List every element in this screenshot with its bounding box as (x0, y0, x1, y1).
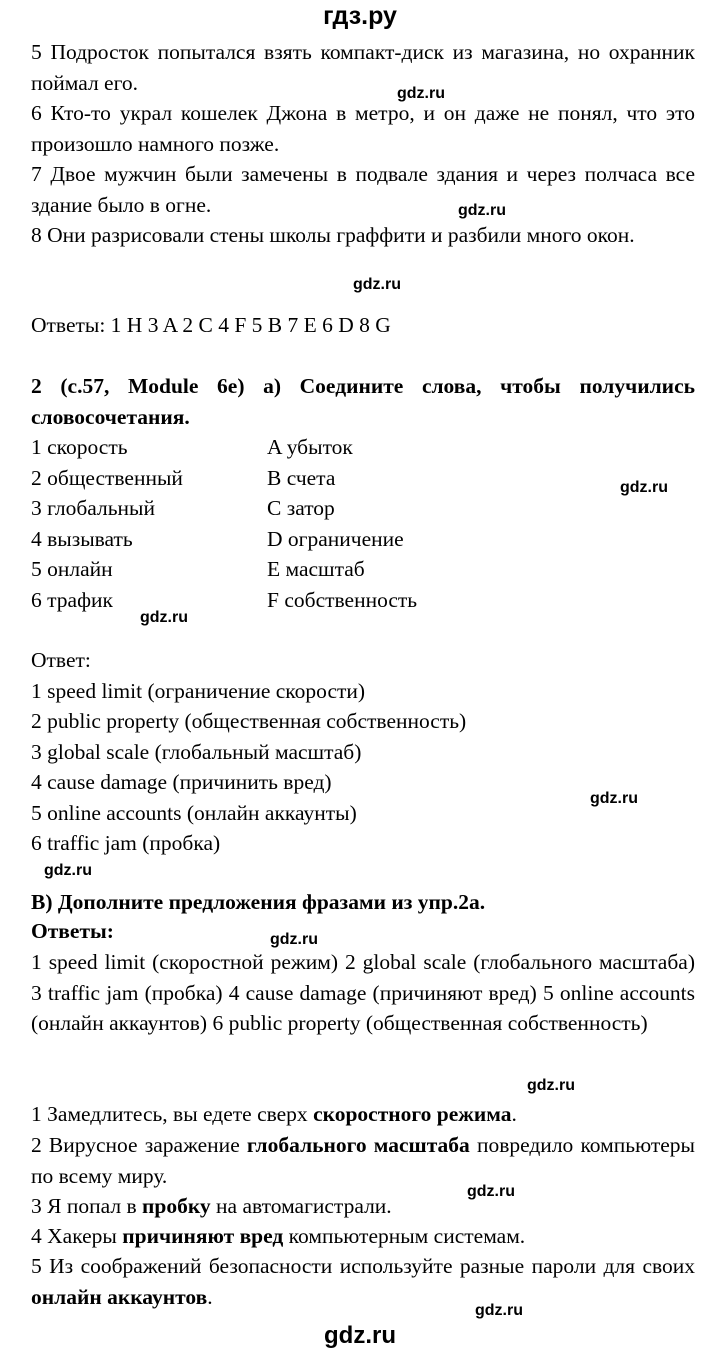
matching-row (31, 493, 417, 524)
right-word: E масштаб (267, 557, 365, 581)
answers-line: Ответы: 1 H 3 A 2 C 4 F 5 B 7 E 6 D 8 G (31, 313, 391, 337)
site-header: гдз.ру (323, 2, 397, 30)
sentence-text: . (511, 1102, 517, 1126)
sentence-7: 7 Двое мужчин были замечены в подвале здания и через полчаса все здание было в огне. (31, 162, 695, 217)
right-word: B счета (267, 465, 336, 490)
right-word: F собственность (267, 587, 418, 612)
right-word: C затор (267, 496, 335, 520)
sentence-text: на автомагистрали. (210, 1194, 392, 1218)
answer-label: Ответ: (31, 648, 91, 672)
task-2a-answers (31, 645, 695, 859)
watermark: gdz.ru (270, 931, 318, 948)
sentence-text: повредило компьютеры по всему миру. (31, 1133, 695, 1188)
fill-sentence-5 (31, 1251, 695, 1312)
watermark: gdz.ru (475, 1302, 523, 1319)
sentence-phrase: пробку (141, 1194, 211, 1218)
task-2b-answers-label (31, 917, 695, 946)
watermark: gdz.ru (527, 1077, 575, 1094)
matching-row (31, 554, 417, 585)
sentence-text: . (207, 1284, 213, 1309)
task-2a-heading (31, 371, 695, 432)
sentence-5: 5 Подросток попытался взять компакт-диск из магазина, но охранник поймал его. (31, 40, 695, 95)
answer-item: 3 global scale (глобальный масштаб) (31, 739, 362, 764)
answer-item: 5 online accounts (онлайн аккаунты) (31, 800, 357, 825)
answer-item: 6 traffic jam (пробка) (31, 831, 221, 855)
fill-sentence-4 (31, 1221, 695, 1252)
sentence-phrase: причиняют вред (122, 1224, 284, 1248)
sentence-6: 6 Кто-то украл кошелек Джона в метро, и он даже не понял, что это произошло намного позже. (31, 101, 695, 156)
watermark: gdz.ru (44, 862, 92, 879)
matching-table (31, 432, 417, 615)
sentence-text: 1 Замедлитесь, вы едете сверх (31, 1102, 314, 1126)
sentence-text: 5 Из соображений безопасности используйте разные пароли для своих (31, 1254, 695, 1278)
right-word: A убыток (267, 435, 353, 459)
right-word: D ограничение (267, 526, 404, 551)
site-footer: gdz.ru (324, 1322, 396, 1349)
fill-sentence-2 (31, 1130, 695, 1191)
answer-item: 4 cause damage (причинить вред) (31, 770, 332, 794)
watermark: gdz.ru (458, 202, 506, 219)
watermark: gdz.ru (590, 790, 638, 807)
matching-row (31, 432, 417, 463)
sentence-phrase: онлайн аккаунтов (31, 1284, 208, 1309)
task-2b-heading (31, 888, 695, 917)
matching-row (31, 524, 417, 555)
left-word: 3 глобальный (31, 496, 155, 520)
task-2b-answers: 1 speed limit (скоростной режим) 2 global scale (глобального масштаба) 3 traffic jam (пробка) 4 cause damage (причиняют вред) 5 online accounts (онлайн аккаунтов) 6 public property (общественная собственность) (31, 950, 695, 1035)
answers-label-text: Ответы: (31, 919, 114, 943)
matching-row (31, 463, 417, 494)
sentence-phrase: скоростного режима (313, 1102, 512, 1126)
fill-sentence-1 (31, 1099, 695, 1130)
watermark: gdz.ru (397, 85, 445, 102)
answer-item: 1 speed limit (ограничение скорости) (31, 678, 366, 703)
left-word: 2 общественный (31, 465, 183, 490)
left-word: 4 вызывать (31, 526, 133, 551)
watermark: gdz.ru (620, 479, 668, 496)
task-2b-heading-text: B) Дополните предложения фразами из упр.2а. (31, 890, 486, 914)
sentence-phrase: глобального масштаба (246, 1133, 470, 1157)
sentence-8: 8 Они разрисовали стены школы граффити и разбили много окон. (31, 223, 635, 247)
sentence-text: 2 Вирусное заражение (31, 1133, 247, 1157)
sentence-text: 3 Я попал в (31, 1194, 142, 1218)
watermark: gdz.ru (140, 609, 188, 626)
fill-sentence-3 (31, 1191, 695, 1222)
watermark: gdz.ru (467, 1183, 515, 1200)
sentence-text: компьютерным системам. (283, 1224, 526, 1248)
task-2a-heading-text: 2 (с.57, Module 6e) a) Соедините слова, чтобы получились словосочетания. (31, 374, 695, 429)
left-word: 6 трафик (31, 587, 113, 612)
left-word: 5 онлайн (31, 557, 113, 581)
watermark: gdz.ru (353, 276, 401, 293)
left-word: 1 скорость (31, 435, 128, 459)
answer-item: 2 public property (общественная собственность) (31, 709, 467, 733)
sentence-text: 4 Хакеры (31, 1224, 123, 1248)
matching-row (31, 585, 417, 616)
